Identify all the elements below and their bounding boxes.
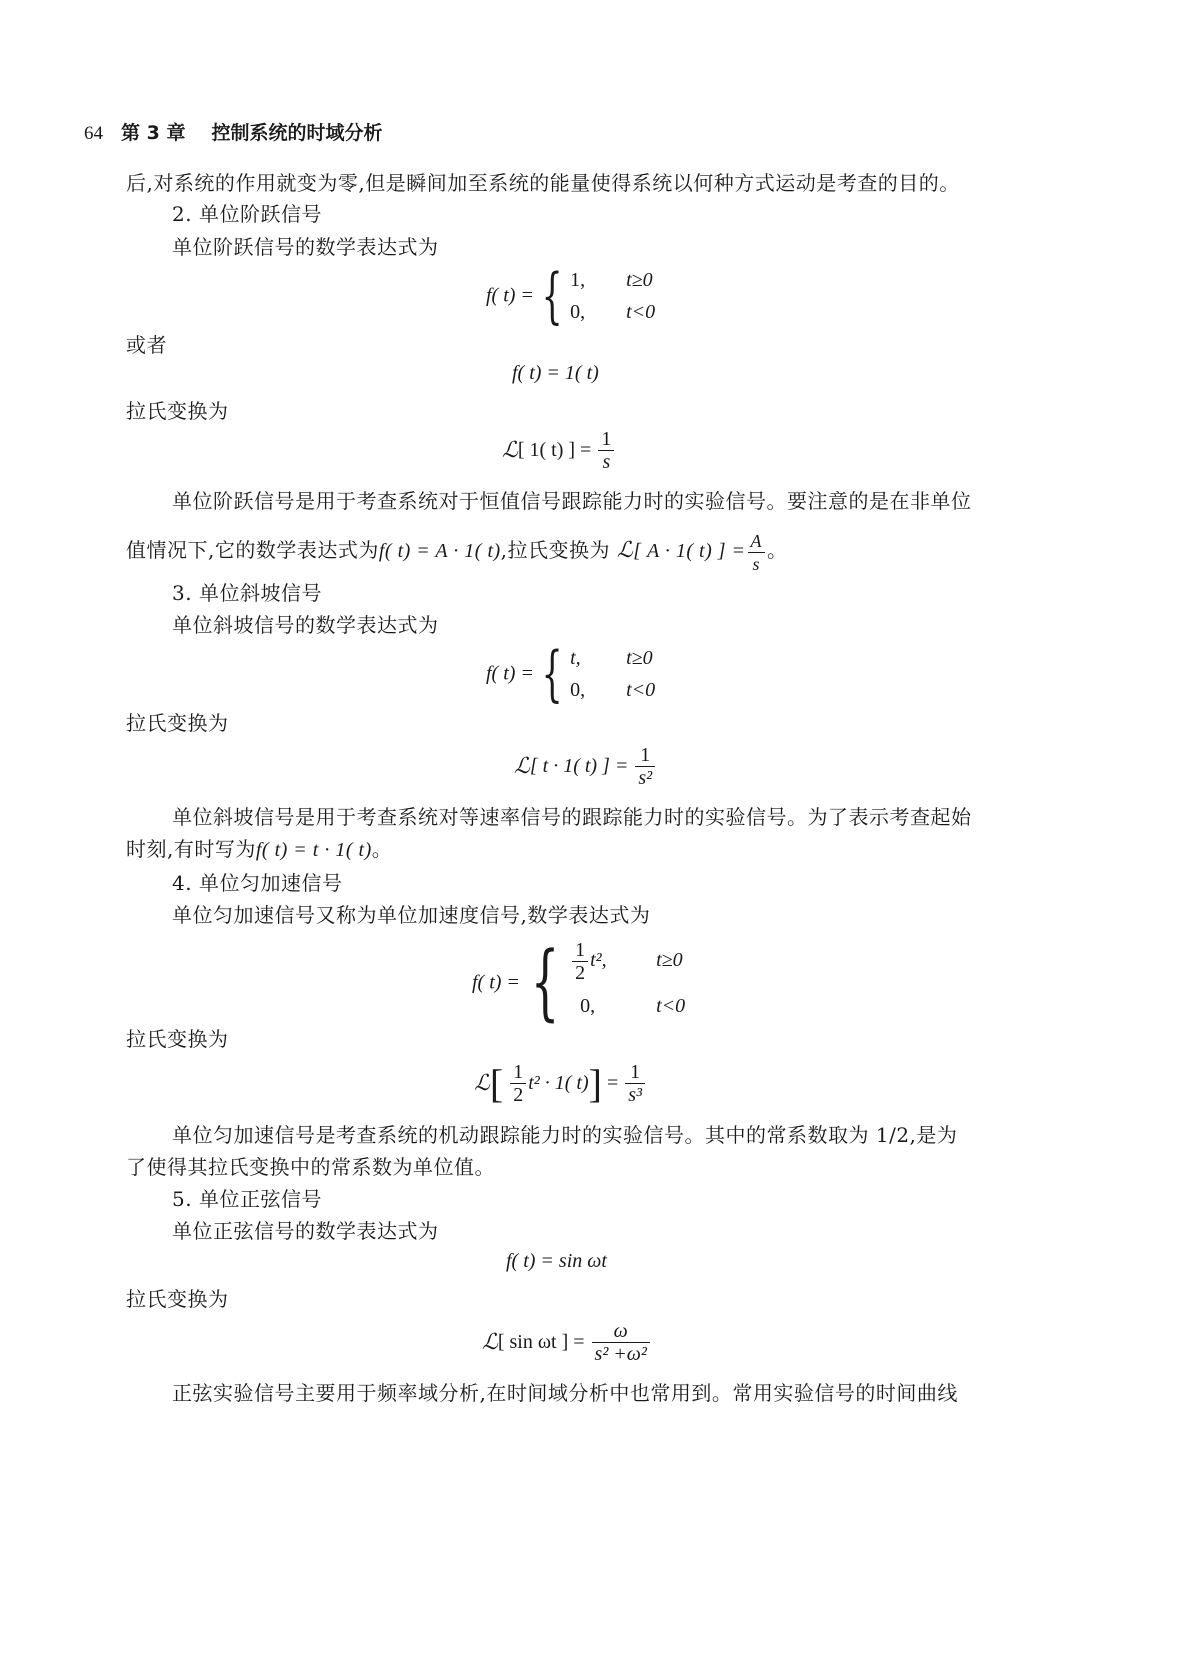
running-header <box>84 118 383 145</box>
equation-step-def: f( t) = { 1, t≥0 0, t<0 <box>486 261 656 331</box>
equation-ramp-def: f( t) = { t, t≥0 0, t<0 <box>486 639 656 709</box>
equation-sin-def: f( t) = sin ωt <box>506 1250 607 1272</box>
section-heading: 4. 单位匀加速信号 <box>172 871 343 895</box>
paragraph-line: 单位正弦信号的数学表达式为 <box>172 1219 439 1243</box>
equation-acc-laplace: ℒ[ $\frac{1}{2}$ t² · 1( t)] = $\frac{1}{\text{s³}}$ <box>474 1060 647 1107</box>
paragraph-line: 拉氏变换为 <box>126 1287 229 1311</box>
equation-step-alt: f( t) = 1( t) <box>512 362 599 384</box>
paragraph-line: 单位匀加速信号是考查系统的机动跟踪能力时的实验信号。其中的常系数取为 1/2,是为 <box>172 1123 958 1147</box>
page-number: 64 <box>84 123 103 144</box>
left-brace: { <box>541 639 563 709</box>
equation-step-laplace: ℒ[ 1( t) ] = $\frac{1}{s}$ <box>502 428 616 473</box>
left-brace: { <box>530 934 560 1030</box>
paragraph-line: 时刻,有时写为f( t) = t · 1( t)。 <box>126 837 393 861</box>
paragraph-line: 单位匀加速信号又称为单位加速度信号,数学表达式为 <box>172 903 651 927</box>
chapter-title: 控制系统的时域分析 <box>211 122 383 144</box>
paragraph-line: 单位斜坡信号是用于考查系统对等速率信号的跟踪能力时的实验信号。为了表示考查起始 <box>172 805 972 829</box>
paragraph-line: 拉氏变换为 <box>126 711 229 735</box>
equation-ramp-laplace: ℒ[ t · 1( t) ] = $\frac{1}{\text{s²}}$ <box>514 744 657 789</box>
equation-sin-laplace: ℒ[ sin ωt ] = $\frac{\omega}{\text{s² +ω²}}$ <box>482 1320 652 1365</box>
section-heading: 2. 单位阶跃信号 <box>172 202 322 226</box>
chapter-label: 第 3 章 <box>121 122 186 144</box>
paragraph-line: 单位阶跃信号的数学表达式为 <box>172 235 439 259</box>
paragraph-line: 正弦实验信号主要用于频率域分析,在时间域分析中也常用到。常用实验信号的时间曲线 <box>172 1381 958 1405</box>
left-brace: { <box>541 261 563 331</box>
section-heading: 5. 单位正弦信号 <box>172 1187 322 1211</box>
paragraph-line: 值情况下,它的数学表达式为f( t) = A · 1( t),拉氏变换为 ℒ[ A · 1( t) ] = $\frac{A}{s}$ 。 <box>126 531 788 574</box>
paragraph-line: 了使得其拉氏变换中的常系数为单位值。 <box>126 1155 495 1179</box>
paragraph-line: 单位斜坡信号的数学表达式为 <box>172 613 439 637</box>
paragraph-line: 单位阶跃信号是用于考查系统对于恒值信号跟踪能力时的实验信号。要注意的是在非单位 <box>172 489 972 513</box>
paragraph-line: 拉氏变换为 <box>126 399 229 423</box>
paragraph-line: 后,对系统的作用就变为零,但是瞬间加至系统的能量使得系统以何种方式运动是考查的目的。 <box>126 171 960 195</box>
section-heading: 3. 单位斜坡信号 <box>172 581 322 605</box>
equation-acc-def: f( t) = { $\frac{1}{2}$ t², t≥0 0, t<0 <box>472 934 686 1030</box>
paragraph-line: 拉氏变换为 <box>126 1027 229 1051</box>
paragraph-line: 或者 <box>126 333 167 357</box>
